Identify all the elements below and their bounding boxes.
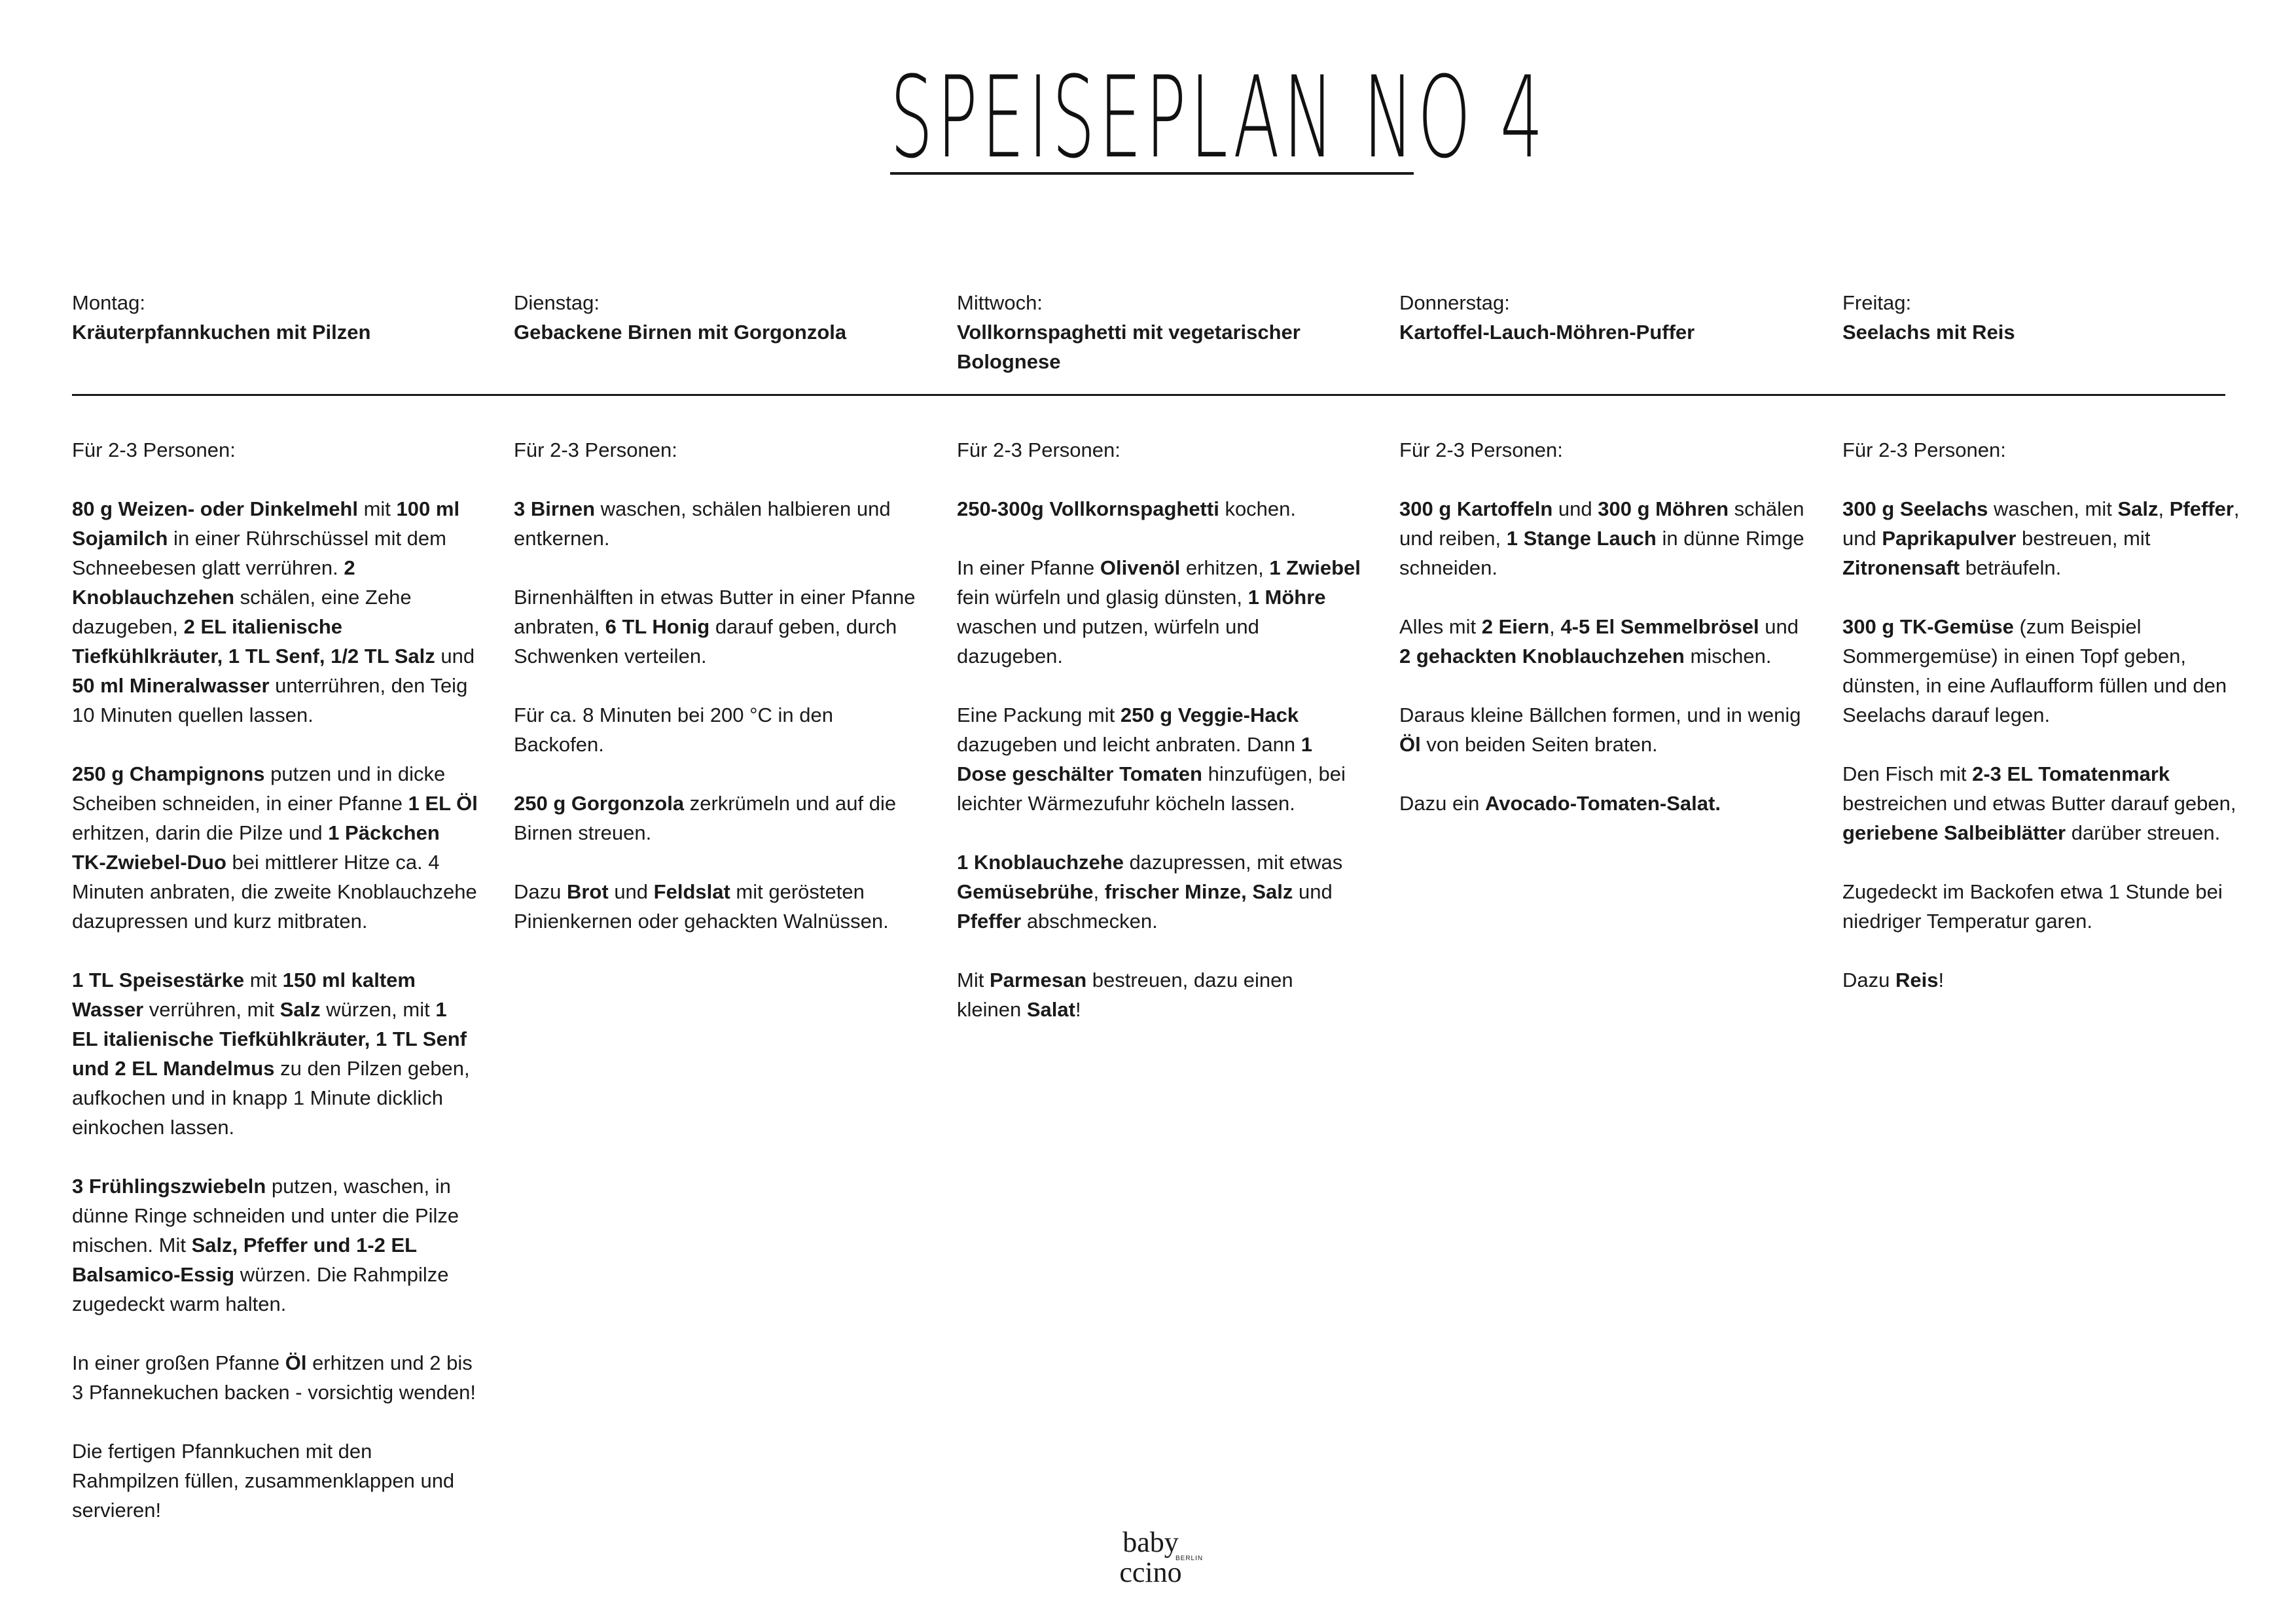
recipe-body	[1399, 435, 1805, 847]
day-name: Mittwoch:	[957, 291, 1043, 314]
instruction-text: bestreuen, mit	[2016, 527, 2151, 550]
instruction-text: mit gerösteten Pinienkernen oder gehackten Walnüssen.	[514, 880, 889, 933]
day-name: Montag:	[72, 291, 146, 314]
instruction-text: unterrühren, den Teig 10 Minuten quellen lassen.	[72, 674, 468, 726]
instruction-text: Für 2-3 Personen:	[1399, 438, 1563, 461]
instruction-text: Die fertigen Pfannkuchen mit den Rahmpilzen füllen, zusammenklappen und servieren!	[72, 1440, 455, 1522]
instruction-text: bestreichen und etwas Butter darauf geben,	[1842, 792, 2236, 815]
instruction-text: erhitzen,	[1180, 556, 1270, 579]
instruction-text: erhitzen, darin die Pilze und	[72, 821, 329, 844]
instruction-text: Dazu ein	[1399, 792, 1485, 815]
instruction-text: bei mittlerer Hitze ca. 4 Minuten anbraten, die zweite Knoblauchzehe dazupressen und kurz mitbraten.	[72, 851, 477, 933]
ingredient-text: 1 EL Öl	[408, 792, 478, 815]
instruction-text: in dünne Rimge schneiden.	[1399, 527, 1804, 579]
ingredient-text: 300 g TK-Gemüse	[1842, 615, 2014, 638]
recipe-paragraph	[514, 700, 920, 759]
ingredient-text: Gemüsebrühe	[957, 880, 1094, 903]
ingredient-text: 2 Eiern	[1481, 615, 1550, 638]
instruction-text: waschen, mit	[1988, 497, 2118, 520]
day-header	[514, 288, 920, 380]
recipe-paragraph	[1399, 494, 1805, 582]
ingredient-text: 80 g Weizen- oder Dinkelmehl	[72, 497, 358, 520]
ingredient-text: Reis	[1895, 969, 1939, 991]
instruction-text: bestreuen, dazu einen kleinen	[957, 969, 1293, 1021]
day-header	[1399, 288, 1805, 380]
ingredient-text: Salz	[2117, 497, 2159, 520]
recipe-paragraph	[957, 965, 1363, 1024]
ingredient-text: Zitronensaft	[1842, 556, 1960, 579]
ingredient-text: Feldslat	[653, 880, 730, 903]
brand-logo	[1105, 1528, 1210, 1594]
dish-name: Kartoffel-Lauch-Möhren-Puffer	[1399, 321, 1695, 344]
day-column-montag	[72, 288, 478, 1522]
instruction-text: kochen.	[1219, 497, 1297, 520]
recipe-paragraph	[1842, 759, 2248, 847]
recipe-paragraph	[1842, 965, 2248, 995]
ingredient-text: 100 ml Sojamilch	[72, 497, 460, 550]
ingredient-text: 250 g Gorgonzola	[514, 792, 685, 815]
instruction-text: (zum Beispiel Sommergemüse) in einen Topf geben, dünsten, in eine Auflaufform füllen und den Seelachs darauf legen.	[1842, 615, 2227, 726]
day-name: Dienstag:	[514, 291, 600, 314]
instruction-text: und	[1759, 615, 1799, 638]
recipe-body	[1842, 435, 2248, 1024]
recipe-body	[957, 435, 1363, 1054]
instruction-text: ,	[1093, 880, 1105, 903]
instruction-text: waschen und putzen, würfeln und dazugeben.	[957, 615, 1259, 668]
brand-logo-line2: ccino	[1119, 1556, 1182, 1588]
instruction-text: Für ca. 8 Minuten bei 200 °C in den Backofen.	[514, 704, 834, 756]
instruction-text: Für 2-3 Personen:	[514, 438, 677, 461]
day-name: Freitag:	[1842, 291, 1912, 314]
recipe-paragraph	[72, 1171, 478, 1319]
ingredient-text: 150 ml kaltem Wasser	[72, 969, 416, 1021]
page-title: SPEISEPLAN NO 4	[890, 52, 1547, 183]
instruction-text: dazugeben und leicht anbraten. Dann	[957, 733, 1301, 756]
ingredient-text: Pfeffer	[2169, 497, 2234, 520]
instruction-text: !	[1075, 998, 1081, 1021]
ingredient-text: 2 gehackten Knoblauchzehen	[1399, 645, 1685, 668]
recipe-body	[72, 435, 478, 1554]
instruction-text: schälen, eine Zehe dazugeben,	[72, 586, 412, 638]
ingredient-text: frischer Minze, Salz	[1104, 880, 1293, 903]
day-column-dienstag	[514, 288, 920, 933]
brand-logo-line1: baby	[1122, 1526, 1179, 1558]
instruction-text: Eine Packung mit	[957, 704, 1121, 726]
ingredient-text: Salz, Pfeffer und 1-2 EL Balsamico-Essig	[72, 1234, 417, 1286]
recipe-paragraph	[1399, 700, 1805, 759]
recipe-paragraph	[1842, 612, 2248, 730]
instruction-text: Zugedeckt im Backofen etwa 1 Stunde bei niedriger Temperatur garen.	[1842, 880, 2223, 933]
instruction-text: zerkrümeln und auf die Birnen streuen.	[514, 792, 897, 844]
ingredient-text: Avocado-Tomaten-Salat.	[1484, 792, 1721, 815]
ingredient-text: 1 Zwiebel	[1269, 556, 1361, 579]
instruction-text: Daraus kleine Bällchen formen, und in wenig	[1399, 704, 1801, 726]
dish-name: Vollkornspaghetti mit vegetarischer Bolognese	[957, 321, 1300, 373]
day-header	[1842, 288, 2248, 380]
instruction-text: und	[608, 880, 654, 903]
recipe-paragraph	[72, 759, 478, 936]
instruction-text: In einer Pfanne	[957, 556, 1100, 579]
dish-name: Seelachs mit Reis	[1842, 321, 2015, 344]
instruction-text: !	[1938, 969, 1945, 991]
instruction-text: und	[435, 645, 475, 668]
recipe-paragraph	[957, 553, 1363, 671]
brand-logo-city: BERLIN	[1175, 1555, 1204, 1562]
ingredient-text: 1 EL italienische Tiefkühlkräuter, 1 TL Senf und 2 EL Mandelmus	[72, 998, 467, 1080]
dish-name: Kräuterpfannkuchen mit Pilzen	[72, 321, 371, 344]
recipe-paragraph	[957, 494, 1363, 524]
instruction-text: ,	[1549, 615, 1561, 638]
instruction-text: , und	[1842, 497, 2240, 550]
ingredient-text: 250 g Veggie-Hack	[1120, 704, 1299, 726]
ingredient-text: 300 g Möhren	[1598, 497, 1729, 520]
recipe-paragraph	[514, 435, 920, 465]
recipe-paragraph	[514, 582, 920, 671]
recipe-paragraph	[72, 494, 478, 730]
recipe-paragraph	[514, 494, 920, 553]
instruction-text: Birnenhälften in etwas Butter in einer Pfanne anbraten,	[514, 586, 916, 638]
recipe-paragraph	[72, 435, 478, 465]
ingredient-text: 1 Stange Lauch	[1506, 527, 1657, 550]
ingredient-text: 2-3 EL Tomatenmark	[1972, 762, 2170, 785]
instruction-text: Alles mit	[1399, 615, 1482, 638]
instruction-text: zu den Pilzen geben, aufkochen und in knapp 1 Minute dicklich einkochen lassen.	[72, 1057, 470, 1139]
ingredient-text: 3 Frühlingszwiebeln	[72, 1175, 266, 1198]
ingredient-text: 2 EL italienische Tiefkühlkräuter, 1 TL Senf, 1/2 TL Salz	[72, 615, 435, 668]
header-divider	[72, 394, 2225, 396]
day-column-freitag	[1842, 288, 2248, 991]
ingredient-text: 1 TL Speisestärke	[72, 969, 245, 991]
ingredient-text: 3 Birnen	[514, 497, 596, 520]
day-column-donnerstag	[1399, 288, 1805, 815]
day-column-mittwoch	[957, 288, 1363, 1021]
instruction-text: Für 2-3 Personen:	[1842, 438, 2006, 461]
ingredient-text: Salz	[279, 998, 321, 1021]
instruction-text: würzen. Die Rahmpilze zugedeckt warm halten.	[72, 1263, 449, 1315]
instruction-text: Für 2-3 Personen:	[957, 438, 1121, 461]
recipe-paragraph	[1842, 494, 2248, 582]
ingredient-text: Brot	[566, 880, 609, 903]
ingredient-text: Salat	[1026, 998, 1075, 1021]
instruction-text: und	[1293, 880, 1333, 903]
recipe-paragraph	[1399, 789, 1805, 818]
recipe-paragraph	[514, 877, 920, 936]
instruction-text: Den Fisch mit	[1842, 762, 1973, 785]
ingredient-text: 50 ml Mineralwasser	[72, 674, 270, 697]
instruction-text: Dazu	[514, 880, 567, 903]
instruction-text: dazupressen, mit etwas	[1123, 851, 1343, 874]
recipe-paragraph	[957, 435, 1363, 465]
instruction-text: Dazu	[1842, 969, 1895, 991]
instruction-text: von beiden Seiten braten.	[1420, 733, 1658, 756]
instruction-text: verrühren, mit	[143, 998, 280, 1021]
instruction-text: Für 2-3 Personen:	[72, 438, 236, 461]
instruction-text: ,	[2158, 497, 2170, 520]
instruction-text: darauf geben, durch Schwenken verteilen.	[514, 615, 897, 668]
day-header	[72, 288, 478, 380]
instruction-text: beträufeln.	[1960, 556, 2062, 579]
instruction-text: In einer großen Pfanne	[72, 1351, 285, 1374]
ingredient-text: geriebene Salbeiblätter	[1842, 821, 2066, 844]
ingredient-text: 1 Dose geschälter Tomaten	[957, 733, 1312, 785]
ingredient-text: Öl	[1399, 733, 1421, 756]
ingredient-text: 1 Knoblauchzehe	[957, 851, 1124, 874]
ingredient-text: 300 g Seelachs	[1842, 497, 1988, 520]
instruction-text: abschmecken.	[1021, 910, 1158, 933]
recipe-paragraph	[72, 965, 478, 1142]
recipe-paragraph	[514, 789, 920, 847]
instruction-text: und	[1552, 497, 1598, 520]
day-name: Donnerstag:	[1399, 291, 1510, 314]
recipe-paragraph	[957, 847, 1363, 936]
recipe-body	[514, 435, 920, 965]
instruction-text: mischen.	[1684, 645, 1772, 668]
recipe-paragraph	[72, 1436, 478, 1525]
ingredient-text: 1 Möhre	[1247, 586, 1326, 609]
ingredient-text: Öl	[285, 1351, 307, 1374]
instruction-text: mit	[244, 969, 283, 991]
instruction-text: mit	[357, 497, 397, 520]
day-header	[957, 288, 1363, 380]
ingredient-text: 2 Knoblauchzehen	[72, 556, 355, 609]
instruction-text: hinzufügen, bei leichter Wärmezufuhr köcheln lassen.	[957, 762, 1346, 815]
dish-name: Gebackene Birnen mit Gorgonzola	[514, 321, 847, 344]
ingredient-text: Paprikapulver	[1882, 527, 2017, 550]
recipe-paragraph	[1842, 877, 2248, 936]
recipe-paragraph	[1399, 612, 1805, 671]
instruction-text: putzen, waschen, in dünne Ringe schneiden und unter die Pilze mischen. Mit	[72, 1175, 459, 1257]
instruction-text: schälen und reiben,	[1399, 497, 1804, 550]
ingredient-text: Olivenöl	[1100, 556, 1181, 579]
ingredient-text: 1 Päckchen TK-Zwiebel-Duo	[72, 821, 440, 874]
recipe-paragraph	[1399, 435, 1805, 465]
instruction-text: putzen und in dicke Scheiben schneiden, in einer Pfanne	[72, 762, 446, 815]
ingredient-text: 4-5 El Semmelbrösel	[1560, 615, 1759, 638]
instruction-text: würzen, mit	[320, 998, 436, 1021]
title-underline	[890, 172, 1414, 175]
instruction-text: darüber streuen.	[2066, 821, 2221, 844]
instruction-text: waschen, schälen halbieren und entkernen.	[514, 497, 891, 550]
ingredient-text: 250-300g Vollkornspaghetti	[957, 497, 1219, 520]
ingredient-text: 6 TL Honig	[605, 615, 710, 638]
ingredient-text: Parmesan	[989, 969, 1087, 991]
instruction-text: erhitzen und 2 bis 3 Pfannekuchen backen - vorsichtig wenden!	[72, 1351, 476, 1404]
recipe-paragraph	[72, 1348, 478, 1407]
instruction-text: fein würfeln und glasig dünsten,	[957, 586, 1248, 609]
instruction-text: in einer Rührschüssel mit dem Schneebesen glatt verrühren.	[72, 527, 446, 579]
ingredient-text: 300 g Kartoffeln	[1399, 497, 1553, 520]
recipe-paragraph	[957, 700, 1363, 818]
ingredient-text: Pfeffer	[957, 910, 1022, 933]
ingredient-text: 250 g Champignons	[72, 762, 265, 785]
instruction-text: Mit	[957, 969, 990, 991]
recipe-paragraph	[1842, 435, 2248, 465]
